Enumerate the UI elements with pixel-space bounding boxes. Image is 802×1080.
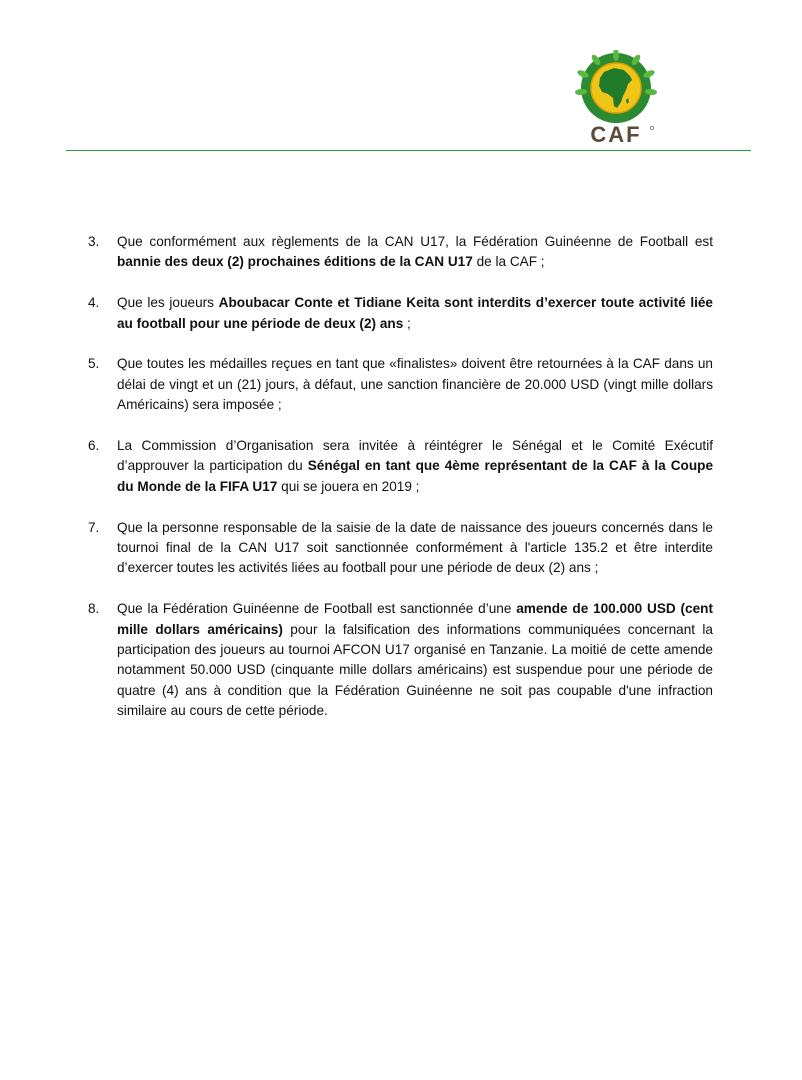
bold-text: Sénégal en tant que 4ème représentant de la CAF à la Coupe du Monde de la FIFA U17 [117,458,714,494]
body-text: pour la falsification des informations communiquées concernant la participation des joueurs au tournoi AFCON U17 organisé en Tanzanie. La moitié de cette amende notamment 50.000 USD (cinquante mille dollars américains) est suspendue pour une période de quatre (4) ans à condition que la Fédération Guinéenne ne soit pas coupable d'une infraction similaire au cours de cette période. [117,621,713,719]
list-item-text [117,293,713,334]
list-item [88,232,713,273]
list-item [88,436,713,497]
list-item-number: 7. [88,519,100,535]
list-item [88,518,713,579]
header-divider [66,150,751,151]
logo-wordmark: CAF [590,122,642,147]
list-item-text [117,436,713,497]
bold-text: bannie des deux (2) prochaines éditions de la CAN U17 [117,254,473,270]
list-item-text [117,599,713,721]
list-item [88,599,713,721]
body-text: Que la personne responsable de la saisie de la date de naissance des joueurs concernés dans le tournoi final de la CAN U17 soit sanctionnée conformément à l'article 135.2 et être interdite d’exercer toutes les activités liées au football pour une période de deux (2) ans ; [117,519,713,576]
body-text: Que toutes les médailles reçues en tant que «finalistes» doivent être retournées à la CAF dans un délai de vingt et un (21) jours, à défaut, une sanction financière de 20.000 USD (vingt mille dollars Américains) sera imposée ; [117,356,713,413]
body-text: qui se jouera en 2019 ; [277,478,420,494]
bold-text: amende de 100.000 USD (cent mille dollars américains) [117,601,713,637]
list-item-number: 4. [88,295,100,311]
list-item-number: 6. [88,438,100,454]
list-item [88,354,713,415]
body-text: Que les joueurs [117,295,219,311]
decision-list [88,232,713,742]
bold-text: Aboubacar Conte et Tidiane Keita sont interdits d’exercer toute activité liée au football pour une période de deux (2) ans [117,295,713,331]
list-item-text [117,354,713,415]
body-text: ; [403,315,411,331]
list-item [88,293,713,334]
body-text: Que la Fédération Guinéenne de Football est sanctionnée d’une [117,601,517,617]
body-text: Que conformément aux règlements de la CAN U17, la Fédération Guinéenne de Football est [117,234,713,249]
list-item-text [117,518,713,579]
body-text: de la CAF ; [472,254,545,270]
caf-logo [566,50,666,150]
body-text: La Commission d’Organisation sera invitée à réintégrer le Sénégal et le Comité Exécutif d’approuver la participation du [117,438,713,474]
list-item-number: 3. [88,234,100,249]
list-item-number: 8. [88,601,100,617]
list-item-text [117,232,713,273]
list-item-number: 5. [88,356,100,372]
